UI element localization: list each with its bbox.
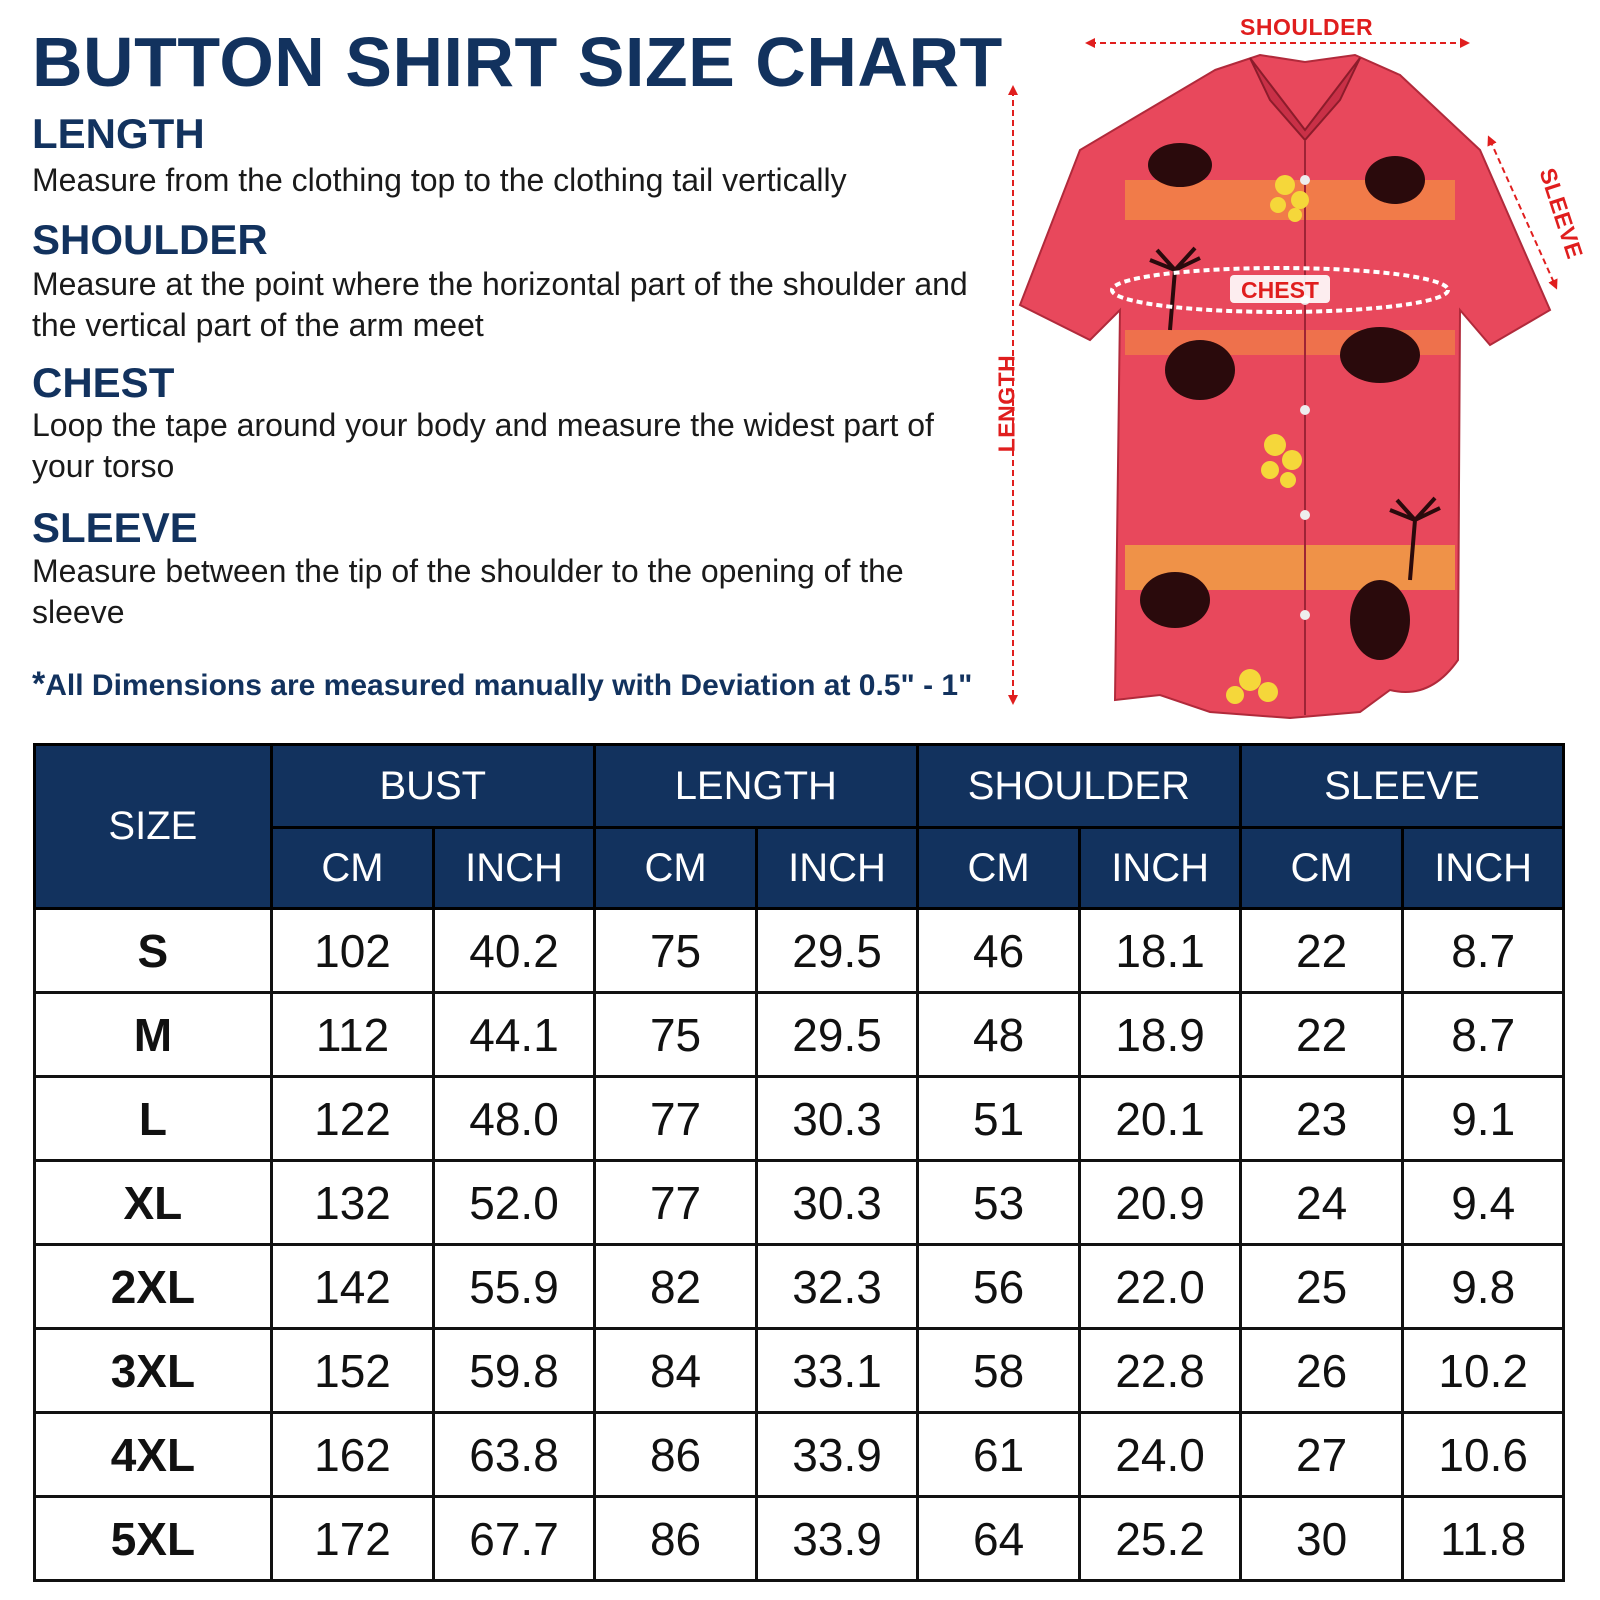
table-cell: 27 bbox=[1240, 1413, 1403, 1497]
table-cell: 46 bbox=[917, 909, 1080, 993]
table-cell: 25 bbox=[1240, 1245, 1403, 1329]
size-column-header: SIZE bbox=[35, 745, 272, 909]
table-cell: 48.0 bbox=[434, 1077, 595, 1161]
table-row bbox=[35, 1161, 1564, 1245]
table-cell: 48 bbox=[917, 993, 1080, 1077]
table-cell: 122 bbox=[271, 1077, 434, 1161]
table-cell: 33.9 bbox=[757, 1413, 918, 1497]
table-cell: 9.1 bbox=[1403, 1077, 1564, 1161]
unit-header: INCH bbox=[1080, 828, 1241, 909]
table-cell: 26 bbox=[1240, 1329, 1403, 1413]
table-cell: 77 bbox=[594, 1161, 757, 1245]
shoulder-heading: SHOULDER bbox=[32, 216, 268, 263]
rooster-silhouette bbox=[1148, 143, 1212, 187]
table-cell: 132 bbox=[271, 1161, 434, 1245]
shirt-button bbox=[1300, 510, 1310, 520]
table-cell: 56 bbox=[917, 1245, 1080, 1329]
bust-group-header: BUST bbox=[271, 745, 594, 828]
table-cell: 75 bbox=[594, 993, 757, 1077]
unit-header: INCH bbox=[1403, 828, 1564, 909]
table-cell: 44.1 bbox=[434, 993, 595, 1077]
table-cell: 53 bbox=[917, 1161, 1080, 1245]
table-cell: 10.6 bbox=[1403, 1413, 1564, 1497]
size-cell: 5XL bbox=[35, 1497, 272, 1581]
table-row bbox=[35, 1497, 1564, 1581]
table-cell: 63.8 bbox=[434, 1413, 595, 1497]
table-cell: 77 bbox=[594, 1077, 757, 1161]
size-cell: XL bbox=[35, 1161, 272, 1245]
table-cell: 10.2 bbox=[1403, 1329, 1564, 1413]
rooster-silhouette bbox=[1165, 340, 1235, 400]
sleeve-description: Measure between the tip of the shoulder to the opening of the sleeve bbox=[32, 553, 904, 630]
shirt-button bbox=[1300, 610, 1310, 620]
table-cell: 86 bbox=[594, 1413, 757, 1497]
shirt-button bbox=[1300, 175, 1310, 185]
deviation-note bbox=[32, 665, 972, 704]
table-cell: 30.3 bbox=[757, 1161, 918, 1245]
size-cell: 3XL bbox=[35, 1329, 272, 1413]
table-cell: 82 bbox=[594, 1245, 757, 1329]
table-cell: 162 bbox=[271, 1413, 434, 1497]
table-cell: 22.8 bbox=[1080, 1329, 1241, 1413]
table-cell: 61 bbox=[917, 1413, 1080, 1497]
table-row bbox=[35, 993, 1564, 1077]
table-cell: 29.5 bbox=[757, 909, 918, 993]
table-cell: 33.1 bbox=[757, 1329, 918, 1413]
shoulder-dimension-label: SHOULDER bbox=[1240, 14, 1374, 40]
page-title: BUTTON SHIRT SIZE CHART bbox=[32, 23, 1003, 101]
size-cell: S bbox=[35, 909, 272, 993]
table-cell: 22 bbox=[1240, 993, 1403, 1077]
table-row bbox=[35, 1077, 1564, 1161]
table-cell: 25.2 bbox=[1080, 1497, 1241, 1581]
table-cell: 8.7 bbox=[1403, 993, 1564, 1077]
table-cell: 18.1 bbox=[1080, 909, 1241, 993]
table-cell: 9.4 bbox=[1403, 1161, 1564, 1245]
size-cell: M bbox=[35, 993, 272, 1077]
sleeve-heading: SLEEVE bbox=[32, 504, 198, 551]
note-star: * bbox=[32, 665, 46, 703]
table-cell: 84 bbox=[594, 1329, 757, 1413]
rooster-silhouette bbox=[1140, 572, 1210, 628]
shirt-body bbox=[1020, 55, 1550, 718]
size-cell: 4XL bbox=[35, 1413, 272, 1497]
table-cell: 102 bbox=[271, 909, 434, 993]
unit-header: INCH bbox=[434, 828, 595, 909]
table-cell: 51 bbox=[917, 1077, 1080, 1161]
table-cell: 52.0 bbox=[434, 1161, 595, 1245]
rooster-silhouette bbox=[1350, 580, 1410, 660]
table-cell: 29.5 bbox=[757, 993, 918, 1077]
size-table bbox=[33, 743, 1565, 1582]
shirt-button bbox=[1300, 405, 1310, 415]
table-row bbox=[35, 1329, 1564, 1413]
table-cell: 30 bbox=[1240, 1497, 1403, 1581]
shirt-diagram bbox=[960, 0, 1600, 730]
length-dimension-label: LENGTH bbox=[993, 354, 1020, 453]
table-cell: 86 bbox=[594, 1497, 757, 1581]
length-heading: LENGTH bbox=[32, 110, 205, 157]
sleeve-dimension-label: SLEEVE bbox=[1534, 164, 1589, 262]
chest-label: CHEST bbox=[1241, 277, 1319, 303]
rooster-silhouette bbox=[1340, 327, 1420, 383]
table-cell: 40.2 bbox=[434, 909, 595, 993]
length-description: Measure from the clothing top to the clothing tail vertically bbox=[32, 162, 847, 198]
table-row bbox=[35, 909, 1564, 993]
table-cell: 22.0 bbox=[1080, 1245, 1241, 1329]
table-cell: 112 bbox=[271, 993, 434, 1077]
length-group-header: LENGTH bbox=[594, 745, 917, 828]
table-cell: 11.8 bbox=[1403, 1497, 1564, 1581]
table-cell: 23 bbox=[1240, 1077, 1403, 1161]
unit-header: CM bbox=[917, 828, 1080, 909]
note-text: All Dimensions are measured manually with Deviation at 0.5" - 1" bbox=[45, 669, 973, 702]
table-cell: 20.1 bbox=[1080, 1077, 1241, 1161]
table-cell: 8.7 bbox=[1403, 909, 1564, 993]
sleeve-group-header: SLEEVE bbox=[1240, 745, 1563, 828]
table-cell: 9.8 bbox=[1403, 1245, 1564, 1329]
size-cell: 2XL bbox=[35, 1245, 272, 1329]
chest-description: Loop the tape around your body and measure the widest part of your torso bbox=[32, 407, 934, 484]
table-cell: 67.7 bbox=[434, 1497, 595, 1581]
table-cell: 24 bbox=[1240, 1161, 1403, 1245]
rooster-silhouette bbox=[1365, 156, 1425, 204]
table-cell: 22 bbox=[1240, 909, 1403, 993]
table-cell: 24.0 bbox=[1080, 1413, 1241, 1497]
unit-header: CM bbox=[594, 828, 757, 909]
table-cell: 142 bbox=[271, 1245, 434, 1329]
table-cell: 18.9 bbox=[1080, 993, 1241, 1077]
unit-header: CM bbox=[271, 828, 434, 909]
table-cell: 172 bbox=[271, 1497, 434, 1581]
shoulder-description: Measure at the point where the horizontal part of the shoulder and the vertical part of the arm meet bbox=[32, 266, 968, 343]
table-cell: 64 bbox=[917, 1497, 1080, 1581]
table-row bbox=[35, 1245, 1564, 1329]
table-cell: 33.9 bbox=[757, 1497, 918, 1581]
table-row bbox=[35, 1413, 1564, 1497]
unit-header: INCH bbox=[757, 828, 918, 909]
chest-heading: CHEST bbox=[32, 359, 175, 406]
table-cell: 30.3 bbox=[757, 1077, 918, 1161]
size-cell: L bbox=[35, 1077, 272, 1161]
table-cell: 59.8 bbox=[434, 1329, 595, 1413]
unit-header: CM bbox=[1240, 828, 1403, 909]
table-cell: 55.9 bbox=[434, 1245, 595, 1329]
table-cell: 20.9 bbox=[1080, 1161, 1241, 1245]
table-cell: 75 bbox=[594, 909, 757, 993]
table-cell: 58 bbox=[917, 1329, 1080, 1413]
table-cell: 32.3 bbox=[757, 1245, 918, 1329]
shoulder-group-header: SHOULDER bbox=[917, 745, 1240, 828]
table-cell: 152 bbox=[271, 1329, 434, 1413]
